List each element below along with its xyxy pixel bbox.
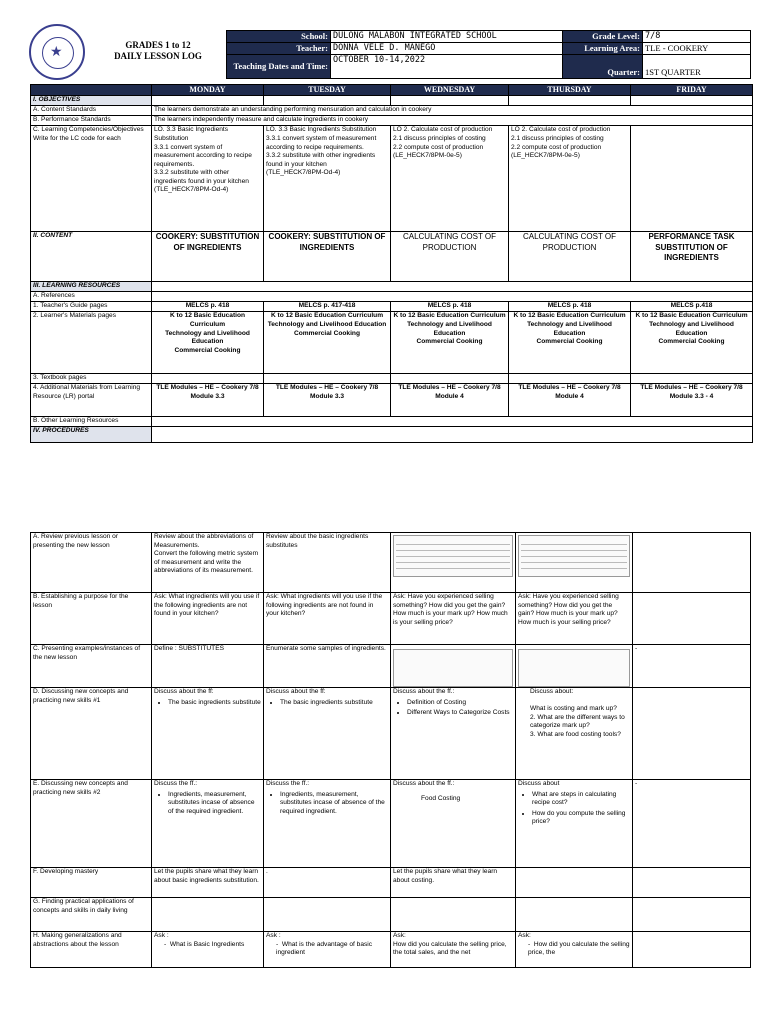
d2-monday-intro: Discuss the ff.: bbox=[154, 780, 198, 787]
day-thursday: THURSDAY bbox=[509, 85, 631, 96]
am-monday: TLE Modules – HE – Cookery 7/8 Module 3.3 bbox=[152, 384, 264, 417]
tg-wednesday: MELCS p. 418 bbox=[391, 302, 509, 312]
textbook-pages-label: 3. Textbook pages bbox=[31, 374, 152, 384]
examples-friday: - bbox=[633, 645, 751, 688]
teachers-guide-label: 1. Teacher's Guide pages bbox=[31, 302, 152, 312]
references-label: A. References bbox=[31, 292, 152, 302]
procedures-heading: IV. PROCEDURES bbox=[31, 427, 152, 443]
d1-wednesday-item-1: • Definition of Costing bbox=[407, 699, 513, 708]
purpose-tuesday: Ask: What ingredients will you use if the following ingredients are not found in your kitchen? bbox=[264, 593, 391, 645]
d2-thursday-intro: Discuss about bbox=[518, 780, 560, 787]
am-thursday: TLE Modules – HE – Cookery 7/8 Module 4 bbox=[509, 384, 631, 417]
d2-wednesday-item: Food Costing bbox=[421, 794, 461, 802]
additional-materials-label: 4. Additional Materials from Learning Resource (LR) portal bbox=[31, 384, 152, 417]
lc-wednesday: LO 2. Calculate cost of production 2.1 discuss principles of costing 2.2 compute cost of production (LE_HECK7/8PM-0e-5) bbox=[391, 126, 509, 232]
establishing-purpose-label: B. Establishing a purpose for the lesson bbox=[31, 593, 152, 645]
d2-friday: - bbox=[633, 780, 751, 868]
gen-tuesday-item: - What is the advantage of basic ingredient bbox=[276, 940, 373, 957]
practical-applications-label: G. Finding practical applications of concepts and skills in daily living bbox=[31, 898, 152, 932]
lc-tuesday: LO. 3.3 Basic Ingredients Substitution 3.3.1 convert system of measurement according to recipe requirements. 3.3.2 substitute with other ingredients found in your kitchen (TLE_HECK7/8PM-Od-4) bbox=[264, 126, 391, 232]
lc-friday bbox=[631, 126, 753, 232]
tg-tuesday: MELCS p. 417-418 bbox=[264, 302, 391, 312]
d2-tuesday-intro: Discuss the ff.: bbox=[266, 780, 310, 787]
content-thursday: CALCULATING COST OF PRODUCTION bbox=[509, 232, 631, 282]
learning-competencies-label: C. Learning Competencies/Objectives Write for the LC code for each bbox=[31, 126, 152, 232]
d2-thursday-item-1: • What are steps in calculating recipe cost? bbox=[532, 791, 630, 808]
grade-level-value: 7/8 bbox=[643, 31, 751, 43]
learners-materials-label: 2. Learner's Materials pages bbox=[31, 312, 152, 374]
gen-thursday-item: - How did you calculate the selling price, the bbox=[528, 940, 630, 957]
review-thursday-worksheet-image bbox=[516, 533, 633, 593]
purpose-monday: Ask: What ingredients will you use if the following ingredients are not found in your kitchen? bbox=[152, 593, 264, 645]
lesson-log-table-part2 bbox=[30, 532, 751, 968]
header-info-table bbox=[226, 30, 751, 79]
lc-monday: LO. 3.3 Basic Ingredients Substitution 3.3.1 convert system of measurement according to recipe requirements. 3.3.2 substitute with other ingredients found in your kitchen (TLE_HECK7/8PM-Od-4) bbox=[152, 126, 264, 232]
am-wednesday: TLE Modules – HE – Cookery 7/8 Module 4 bbox=[391, 384, 509, 417]
generalizations-label: H. Making generalizations and abstractions about the lesson bbox=[31, 932, 152, 968]
content-wednesday: CALCULATING COST OF PRODUCTION bbox=[391, 232, 509, 282]
day-friday: FRIDAY bbox=[631, 85, 753, 96]
discussing-concepts-1-label: D. Discussing new concepts and practicing new skills #1 bbox=[31, 688, 152, 780]
examples-monday: Define : SUBSTITUTES bbox=[152, 645, 264, 688]
content-friday: PERFORMANCE TASK SUBSTITUTION OF INGREDIENTS bbox=[631, 232, 753, 282]
gen-thursday-intro: Ask: bbox=[518, 932, 531, 939]
title-line-2: DAILY LESSON LOG bbox=[114, 51, 202, 62]
teaching-dates-label: Teaching Dates and Time: bbox=[227, 55, 331, 79]
discussing-concepts-2-label: E. Discussing new concepts and practicing new skills #2 bbox=[31, 780, 152, 868]
d2-thursday-item-2: • How do you compute the selling price? bbox=[532, 810, 630, 827]
content-tuesday: COOKERY: SUBSTITUTION OF INGREDIENTS bbox=[264, 232, 391, 282]
teaching-dates-value: OCTOBER 10-14,2022 bbox=[331, 55, 563, 79]
lm-thursday: K to 12 Basic Education Curriculum Technology and Livelihood Education Commercial Cooking bbox=[509, 312, 631, 374]
gen-monday-intro: Ask : bbox=[154, 932, 169, 939]
lc-thursday: LO 2. Calculate cost of production 2.1 discuss principles of costing 2.2 compute cost of production (LE_HECK7/8PM-0e-5) bbox=[509, 126, 631, 232]
lm-monday: K to 12 Basic Education Curriculum Technology and Livelihood Education Commercial Cooking bbox=[152, 312, 264, 374]
school-value: DULONG MALABON INTEGRATED SCHOOL bbox=[331, 31, 563, 43]
teacher-value: DONNA VELE D. MANEGO bbox=[331, 43, 563, 55]
lm-wednesday: K to 12 Basic Education Curriculum Technology and Livelihood Education Commercial Cooking bbox=[391, 312, 509, 374]
teacher-label: Teacher: bbox=[227, 43, 331, 55]
gen-wednesday: Ask: How did you calculate the selling price, the total sales, and the net bbox=[391, 932, 516, 968]
mastery-monday: Let the pupils share what they learn about basic ingredients substitution. bbox=[152, 868, 264, 898]
tg-thursday: MELCS p. 418 bbox=[509, 302, 631, 312]
content-heading: II. CONTENT bbox=[31, 232, 152, 282]
d1-monday-item: • The basic ingredients substitute bbox=[168, 699, 261, 708]
mastery-wednesday: Let the pupils share what they learn about costing. bbox=[391, 868, 516, 898]
title-line-1: GRADES 1 to 12 bbox=[125, 40, 191, 50]
d1-thursday: Discuss about: What is costing and mark up? 2. What are the different ways to categorize mark up? 3. What are food costing tools? bbox=[516, 688, 633, 780]
deped-seal-logo: ★ bbox=[29, 24, 85, 80]
examples-tuesday: Enumerate some samples of ingredients. bbox=[264, 645, 391, 688]
mastery-tuesday: . bbox=[264, 868, 391, 898]
d1-wednesday-intro: Discuss about the ff.: bbox=[393, 688, 455, 695]
content-standards-label: A. Content Standards bbox=[31, 106, 152, 116]
quarter-value: 1ST QUARTER bbox=[643, 55, 751, 79]
day-wednesday: WEDNESDAY bbox=[391, 85, 509, 96]
document-title bbox=[90, 40, 226, 63]
purpose-wednesday: Ask: Have you experienced selling something? How did you get the gain? How much is your mark up? How much is your selling price? bbox=[391, 593, 516, 645]
lesson-log-table-part1 bbox=[30, 84, 753, 443]
d2-tuesday-item: • Ingredients, measurement, substitutes incase of absence of the required ingredient. bbox=[280, 791, 388, 817]
tg-monday: MELCS p. 418 bbox=[152, 302, 264, 312]
performance-standards-label: B. Performance Standards bbox=[31, 116, 152, 126]
lm-friday: K to 12 Basic Education Curriculum Technology and Livelihood Education Commercial Cooking bbox=[631, 312, 753, 374]
grade-level-label: Grade Level: bbox=[563, 31, 643, 43]
am-tuesday: TLE Modules – HE – Cookery 7/8 Module 3.3 bbox=[264, 384, 391, 417]
gen-tuesday-intro: Ask : bbox=[266, 932, 281, 939]
tg-friday: MELCS p.418 bbox=[631, 302, 753, 312]
d2-wednesday-intro: Discuss about the ff.: bbox=[393, 780, 455, 787]
am-friday: TLE Modules – HE – Cookery 7/8 Module 3.3 - 4 bbox=[631, 384, 753, 417]
content-monday: COOKERY: SUBSTITUTION OF INGREDIENTS bbox=[152, 232, 264, 282]
day-monday: MONDAY bbox=[152, 85, 264, 96]
d1-monday-intro: Discuss about the ff: bbox=[154, 688, 214, 695]
examples-wednesday-costing-table-image bbox=[391, 645, 516, 688]
performance-standards-text: The learners independently measure and calculate ingredients in cookery bbox=[152, 116, 753, 126]
learning-resources-heading: III. LEARNING RESOURCES bbox=[31, 282, 152, 292]
review-monday: Review about the abbreviations of Measurements. Convert the following metric system of measurement and write the abbreviations of its measurement. bbox=[152, 533, 264, 593]
d2-monday-item: • Ingredients, measurement, substitutes incase of absence of the required ingredient. bbox=[168, 791, 261, 817]
d1-wednesday-item-2: • Different Ways to Categorize Costs bbox=[407, 709, 513, 718]
d1-tuesday-item: • The basic ingredients substitute bbox=[280, 699, 388, 708]
gen-monday-item: - What is Basic Ingredients bbox=[164, 940, 245, 948]
objectives-heading: I. OBJECTIVES bbox=[31, 96, 152, 106]
other-resources-label: B. Other Learning Resources bbox=[31, 417, 152, 427]
review-wednesday-worksheet-image bbox=[391, 533, 516, 593]
day-tuesday: TUESDAY bbox=[264, 85, 391, 96]
quarter-label: Quarter: bbox=[563, 55, 643, 79]
examples-thursday-costing-table-image bbox=[516, 645, 633, 688]
purpose-thursday: Ask: Have you experienced selling something? How did you get the gain? How much is your mark up? How much is your selling price? bbox=[516, 593, 633, 645]
presenting-examples-label: C. Presenting examples/instances of the new lesson bbox=[31, 645, 152, 688]
developing-mastery-label: F. Developing mastery bbox=[31, 868, 152, 898]
school-label: School: bbox=[227, 31, 331, 43]
review-tuesday: Review about the basic ingredients substitutes bbox=[264, 533, 391, 593]
d1-tuesday-intro: Discuss about the ff: bbox=[266, 688, 326, 695]
review-lesson-label: A. Review previous lesson or presenting the new lesson bbox=[31, 533, 152, 593]
content-standards-text: The learners demonstrate an understanding performing mensuration and calculation in cookery bbox=[152, 106, 753, 116]
learning-area-value: TLE - COOKERY bbox=[643, 43, 751, 55]
learning-area-label: Learning Area: bbox=[563, 43, 643, 55]
lm-tuesday: K to 12 Basic Education Curriculum Technology and Livelihood Education Commercial Cooking bbox=[264, 312, 391, 374]
